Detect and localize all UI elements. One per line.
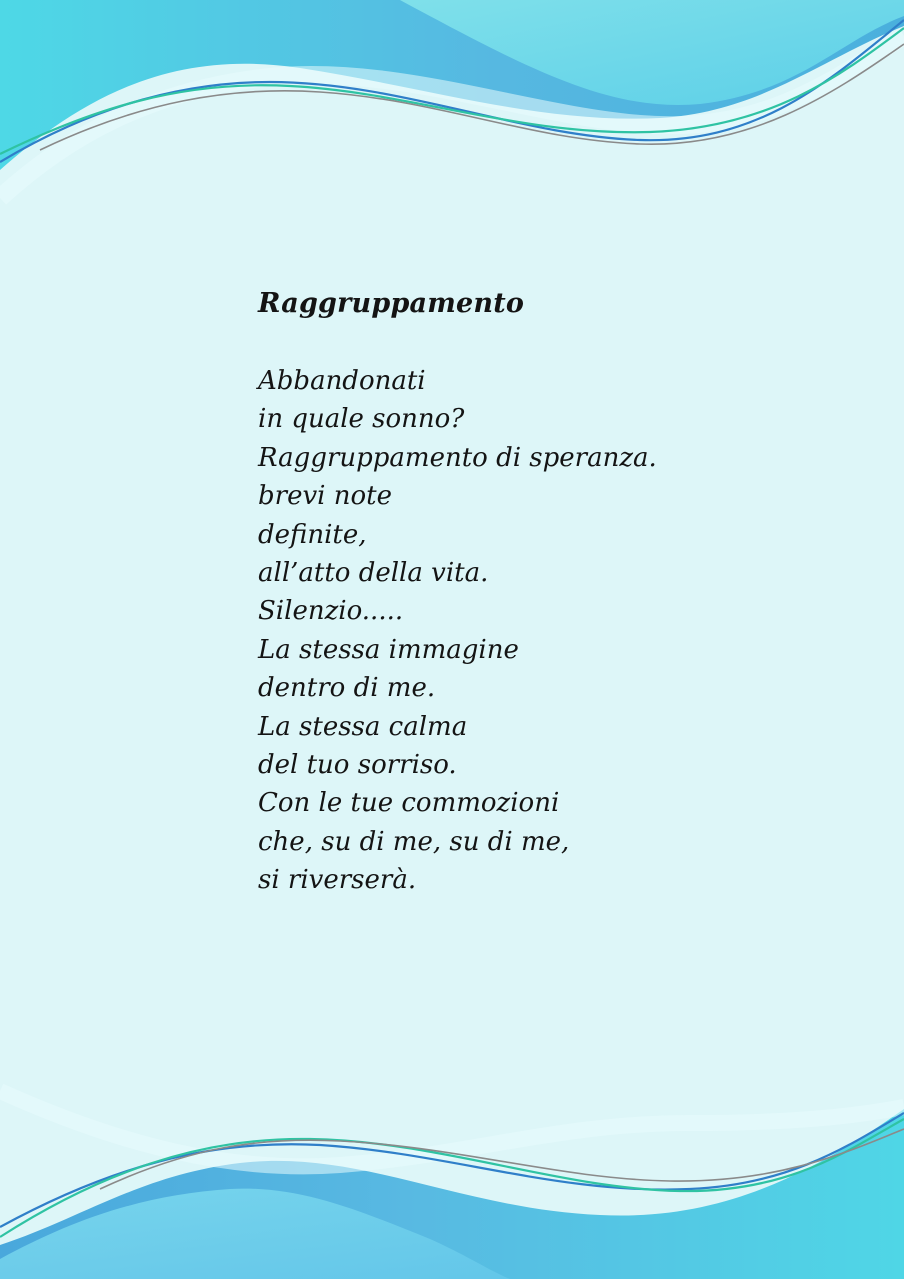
poem-line: Raggruppamento di speranza.: [258, 442, 657, 473]
poem-line: che, su di me, su di me,: [258, 826, 570, 857]
poem-line: Con le tue commozioni: [258, 788, 560, 819]
poem-line: brevi note: [258, 481, 392, 512]
top-wave-decoration: [0, 0, 904, 240]
poem-line: del tuo sorriso.: [258, 750, 457, 781]
poem: [258, 284, 818, 900]
bottom-wave-decoration: [0, 1039, 904, 1279]
poem-line: La stessa calma: [258, 711, 468, 742]
poem-line: La stessa immagine: [258, 634, 519, 665]
poem-line: Abbandonati: [258, 366, 426, 396]
poem-line: Silenzio.....: [258, 596, 404, 627]
poem-title: Raggruppamento: [258, 288, 525, 319]
poem-line: definite,: [258, 519, 367, 550]
poem-line: all’atto della vita.: [258, 558, 489, 589]
poem-line: in quale sonno?: [258, 404, 465, 435]
poem-line: si riverserà.: [258, 865, 417, 896]
poem-body: [258, 362, 818, 900]
poem-line: dentro di me.: [258, 673, 436, 704]
